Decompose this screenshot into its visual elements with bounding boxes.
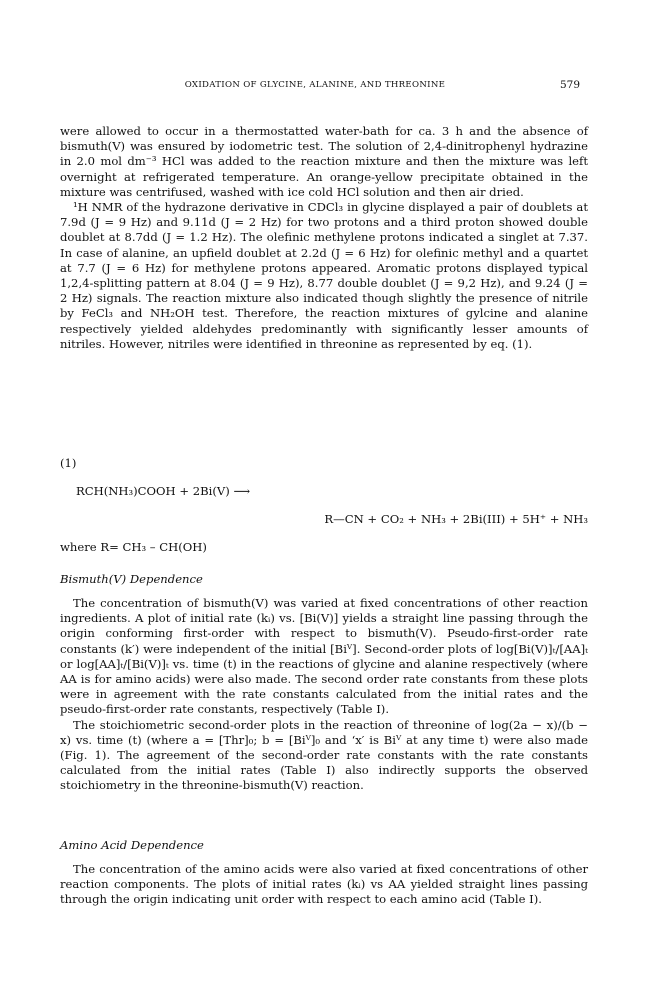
amino-section-body [60,862,588,908]
equation-where-clause: where R= CH₃ – CH(OH) [60,540,207,554]
paragraph-procedure: were allowed to occur in a thermostatted water-bath for ca. 3 h and the absence of bismuth(V) was ensured by iodometric test. The solution of 2,4-dinitrophenyl hydrazine in 2.0 mol dm⁻³ HCl was added to the reaction mixture and then the mixture was left overnight at refrigerated temperature. An orange-yellow precipitate obtained in the mixture was centrifused, washed with ice cold HCl solution and then air dried. [60,124,588,199]
intro-block [60,124,588,352]
equation-reactants: RCH(NH₃)COOH + 2Bi(V) ⟶ [76,484,251,498]
paragraph-nmr: ¹H NMR of the hydrazone derivative in CDCl₃ in glycine displayed a pair of doublets at 7.9d (J = 9 Hz) and 9.11d (J = 2 Hz) for two protons and a third proton showed double doublet at 8.7dd (J = 1.2 Hz). The olefinic methylene protons indicated a singlet at 7.37. In case of alanine, an upfield doublet at 2.2d (J = 6 Hz) for olefinic methyl and a quartet at 7.7 (J = 6 Hz) for methylene protons appeared. Aromatic protons displayed typical 1,2,4-splitting pattern at 8.04 (J = 9 Hz), 8.77 double doublet (J = 9,2 Hz), and 9.24 (J = 2 Hz) signals. The reaction mixture also indicated though slightly the presence of nitrile by FeCl₃ and NH₂OH test. Therefore, the reaction mixtures of gylcine and alanine respectively yielded aldehydes predominantly with significantly lesser amounts of nitriles. However, nitriles were identified in threonine as represented by eq. (1). [60,200,588,351]
paragraph-bismuth-rate: The concentration of bismuth(V) was varied at fixed concentrations of other reaction ingredients. A plot of initial rate (kᵢ) vs. [Bi(V)] yields a straight line passing through the origin conforming first-order with respect to bismuth(V). Pseudo-first-order rate constants (k′) were independent of the initial [Biⱽ]. Second-order plots of log[Bi(V)]ₜ/[AA]ₜ or log[AA]ₜ/[Bi(V)]ₜ vs. time (t) in the reactions of glycine and alanine respectively (where AA is for amino acids) were also made. The second order rate constants from these plots were in agreement with the rate constants calculated from the initial rates and the pseudo-first-order rate constants, respectively (Table I). [60,596,588,717]
equation-products: R—CN + CO₂ + NH₃ + 2Bi(III) + 5H⁺ + NH₃ [324,512,588,526]
page-number: 579 [560,79,581,91]
paragraph-stoichiometry: The stoichiometric second-order plots in the reaction of threonine of log(2a − x)/(b − x) vs. time (t) (where a = [Thr]₀; b = [Biⱽ]₀ and ‘x′ is Biⱽ at any time t) were also made (Fig. 1). The agreement of the second-order rate constants with the rate constants calculated from the initial rates (Table I) also indirectly supports the observed stoichiometry in the threonine-bismuth(V) reaction. [60,717,588,793]
bismuth-section-body [60,596,588,794]
equation-label: (1) [60,456,77,470]
paragraph-amino-acid: The concentration of the amino acids were also varied at fixed concentrations of other reaction components. The plots of initial rates (kᵢ) vs AA yielded straight lines passing through the origin indicating unit order with respect to each amino acid (Table I). [60,862,588,907]
section-heading-bismuth: Bismuth(V) Dependence [60,572,203,586]
running-head: OXIDATION OF GLYCINE, ALANINE, AND THREONINE [184,80,446,90]
section-heading-amino-acid: Amino Acid Dependence [60,838,204,852]
